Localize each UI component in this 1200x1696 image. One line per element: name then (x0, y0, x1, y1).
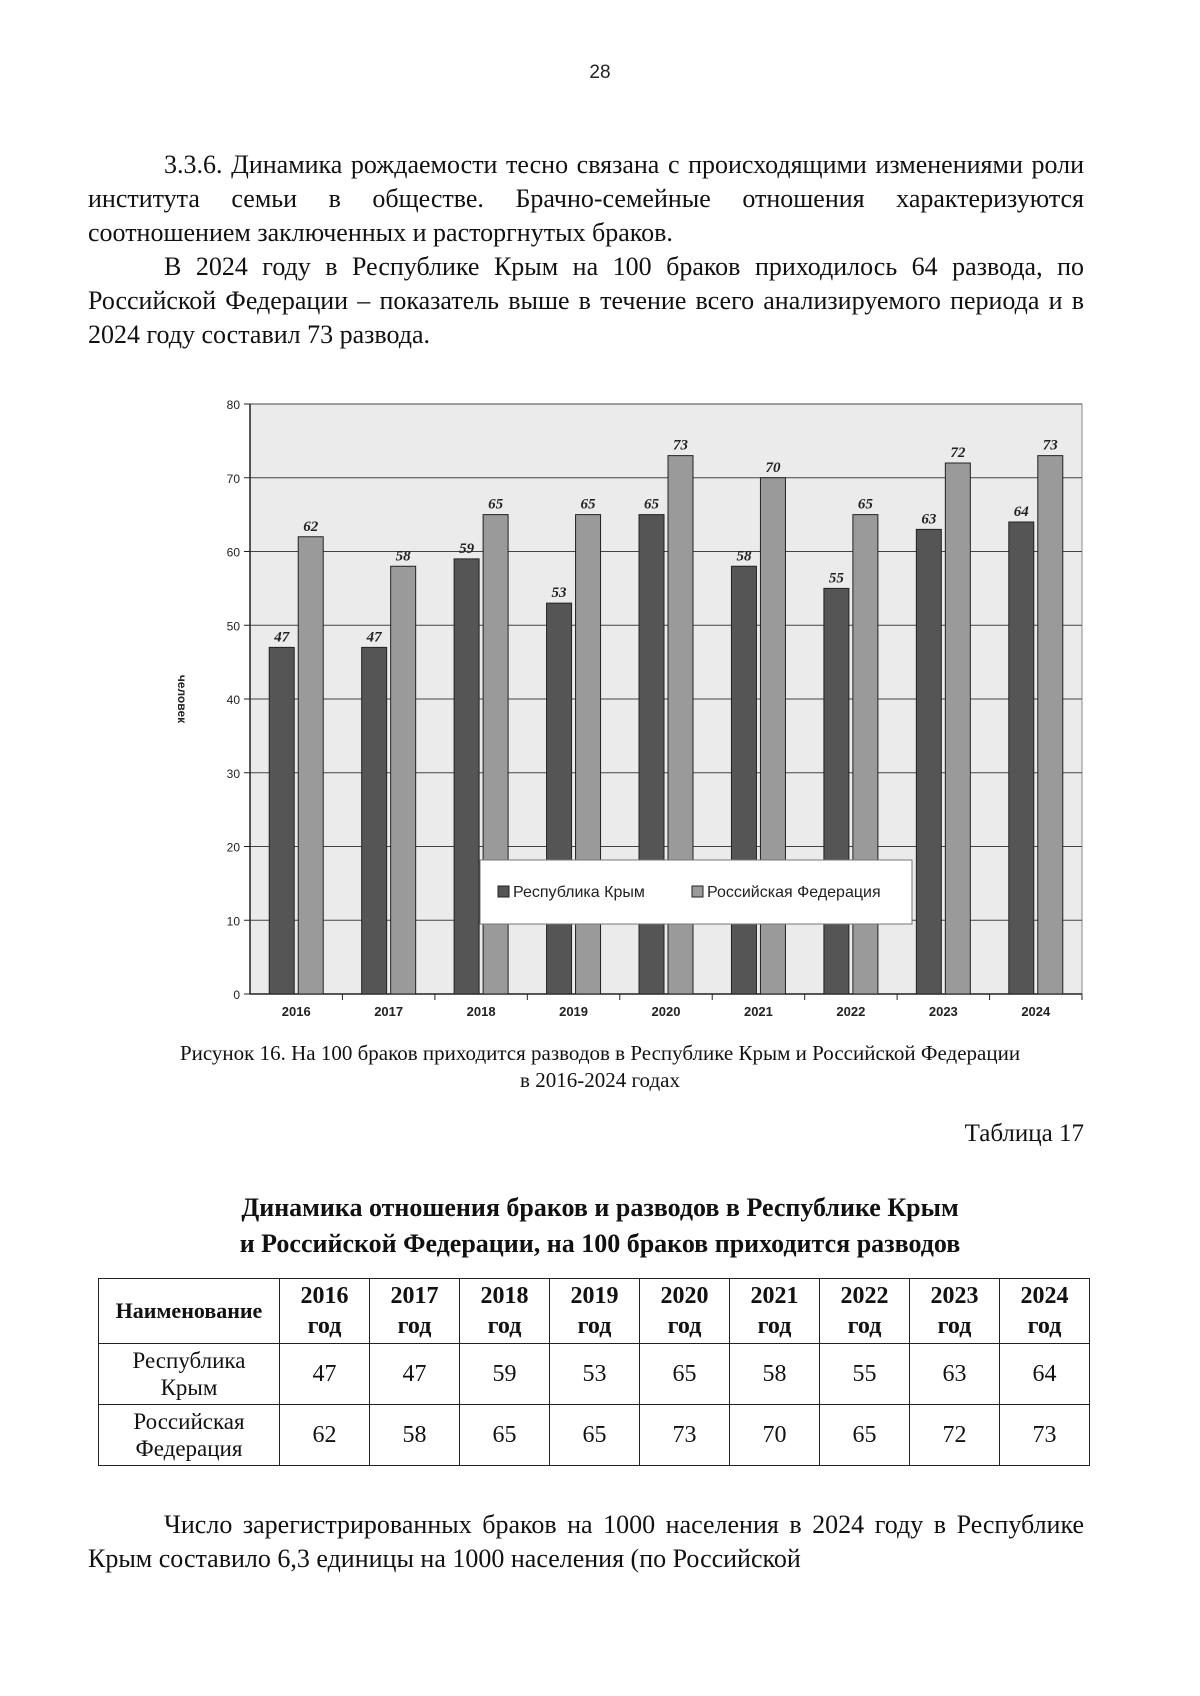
table-label: Таблица 17 (964, 1120, 1084, 1147)
row-name-russia: Российская Федерация (99, 1405, 280, 1466)
bar-value-label: 47 (274, 629, 290, 646)
paragraph-3-text: Число зарегистрированных браков на 1000 населения в 2024 году в Республике Крым составило 6,3 единицы на 1000 населения (по Российской (88, 1510, 1084, 1573)
paragraph-divorce-ratio (88, 250, 1084, 352)
bar-value-label: 58 (736, 548, 752, 565)
table-cell: 59 (460, 1344, 550, 1405)
legend-label-crimea: Республика Крым (513, 884, 645, 901)
y-tick-label: 80 (226, 398, 240, 412)
bar-crimea (269, 647, 294, 994)
divorce-ratio-chart (150, 392, 1090, 1032)
table-row-crimea (99, 1344, 1090, 1405)
x-tick-label: 2022 (836, 1004, 866, 1019)
paragraph-2-text: В 2024 году в Республике Крым на 100 браков приходилось 64 развода, по Российской Федерации – показатель выше в течение всего анализируемого периода и в 2024 году составил 73 развода. (88, 252, 1084, 349)
table-cell: 47 (280, 1344, 370, 1405)
table-cell: 73 (640, 1405, 730, 1466)
bar-crimea (824, 588, 849, 994)
page-number: 28 (589, 62, 611, 83)
table-header-year: 2021 год (730, 1279, 820, 1344)
x-tick-label: 2019 (559, 1004, 589, 1019)
table-header-row (99, 1279, 1090, 1344)
bar-value-label: 63 (921, 511, 937, 528)
bar-value-label: 65 (580, 496, 596, 513)
bar-value-label: 53 (551, 585, 567, 602)
bar-value-label: 65 (857, 496, 873, 513)
table-title-line1: Динамика отношения браков и разводов в Республике Крым (241, 1193, 959, 1222)
table-cell: 62 (280, 1405, 370, 1466)
bar-crimea (454, 559, 479, 994)
bar-value-label: 65 (488, 496, 504, 513)
legend-label-russia: Российская Федерация (707, 884, 881, 901)
table-cell: 65 (640, 1344, 730, 1405)
x-tick-label: 2020 (651, 1004, 681, 1019)
y-tick-label: 60 (226, 545, 240, 560)
bar-value-label: 65 (644, 496, 659, 513)
divorce-ratio-table (98, 1278, 1090, 1466)
table-header-year: 2023 год (910, 1279, 1000, 1344)
table-cell: 65 (820, 1405, 910, 1466)
table-header-year: 2017 год (370, 1279, 460, 1344)
y-axis-label: человек (175, 674, 189, 724)
y-tick-label: 30 (226, 766, 240, 781)
row-name-crimea: Республика Крым (99, 1344, 280, 1405)
bar-crimea (547, 603, 572, 994)
x-tick-label: 2016 (281, 1004, 311, 1019)
bar-value-label: 73 (1042, 437, 1058, 454)
table-header-year: 2024 год (1000, 1279, 1090, 1344)
paragraph-1-text: 3.3.6. Динамика рождаемости тесно связана с происходящими изменениями роли института семьи в обществе. Брачно-семейные отношения характеризуются соотношением заключенных и расторгнутых браков. (88, 150, 1084, 247)
paragraph-birth-dynamics (88, 148, 1084, 250)
bar-value-label: 62 (303, 518, 319, 535)
table-cell: 58 (370, 1405, 460, 1466)
table-cell: 73 (1000, 1405, 1090, 1466)
table-cell: 65 (460, 1405, 550, 1466)
chart-svg (150, 392, 1090, 1032)
bar-value-label: 73 (673, 437, 688, 454)
table-header-year: 2022 год (820, 1279, 910, 1344)
bar-russia (391, 566, 416, 994)
table-cell: 65 (550, 1405, 640, 1466)
bar-russia (1038, 456, 1063, 994)
table-cell: 53 (550, 1344, 640, 1405)
bar-value-label: 59 (459, 540, 475, 557)
x-tick-label: 2018 (466, 1004, 496, 1019)
y-tick-label: 70 (226, 471, 240, 486)
legend-swatch-crimea (498, 886, 509, 897)
bar-value-label: 72 (950, 445, 966, 461)
bar-crimea (362, 647, 387, 994)
table-cell: 64 (1000, 1344, 1090, 1405)
bar-crimea (731, 566, 756, 994)
table-header-year: 2016 год (280, 1279, 370, 1344)
table-cell: 58 (730, 1344, 820, 1405)
x-tick-label: 2017 (374, 1004, 404, 1019)
y-tick-label: 10 (226, 914, 240, 929)
figure-caption-line1: Рисунок 16. На 100 браков приходится разводов в Республике Крым и Российской Федерации (179, 1041, 1021, 1065)
bar-value-label: 58 (395, 548, 411, 565)
x-tick-label: 2024 (1021, 1004, 1051, 1019)
table-title (0, 1190, 1200, 1262)
paragraph-marriages (88, 1508, 1084, 1576)
bar-value-label: 64 (1013, 504, 1029, 520)
bar-russia (298, 537, 323, 994)
table-cell: 70 (730, 1405, 820, 1466)
table-cell: 63 (910, 1344, 1000, 1405)
table-cell: 55 (820, 1344, 910, 1405)
bar-crimea (916, 529, 941, 994)
y-tick-label: 0 (233, 988, 240, 1002)
x-tick-label: 2023 (928, 1004, 958, 1019)
table-title-line2: и Российской Федерации, на 100 браков приходится разводов (239, 1229, 961, 1258)
figure-caption-line2: в 2016-2024 годах (520, 1068, 680, 1092)
table-cell: 47 (370, 1344, 460, 1405)
table-header-year: 2019 год (550, 1279, 640, 1344)
y-tick-label: 50 (226, 619, 240, 634)
bar-value-label: 55 (828, 570, 844, 587)
bar-value-label: 47 (366, 629, 382, 646)
bar-crimea (1009, 522, 1034, 994)
y-tick-label: 20 (226, 840, 240, 855)
bar-russia (945, 463, 970, 994)
legend-swatch-russia (692, 886, 703, 897)
x-tick-label: 2021 (743, 1004, 773, 1019)
table-row-russia (99, 1405, 1090, 1466)
table-header-year: 2018 год (460, 1279, 550, 1344)
figure-caption (60, 1040, 1140, 1094)
bar-value-label: 70 (765, 459, 781, 476)
table-header-year: 2020 год (640, 1279, 730, 1344)
table-header-name: Наименование (99, 1279, 280, 1344)
y-tick-label: 40 (226, 693, 240, 707)
table-cell: 72 (910, 1405, 1000, 1466)
